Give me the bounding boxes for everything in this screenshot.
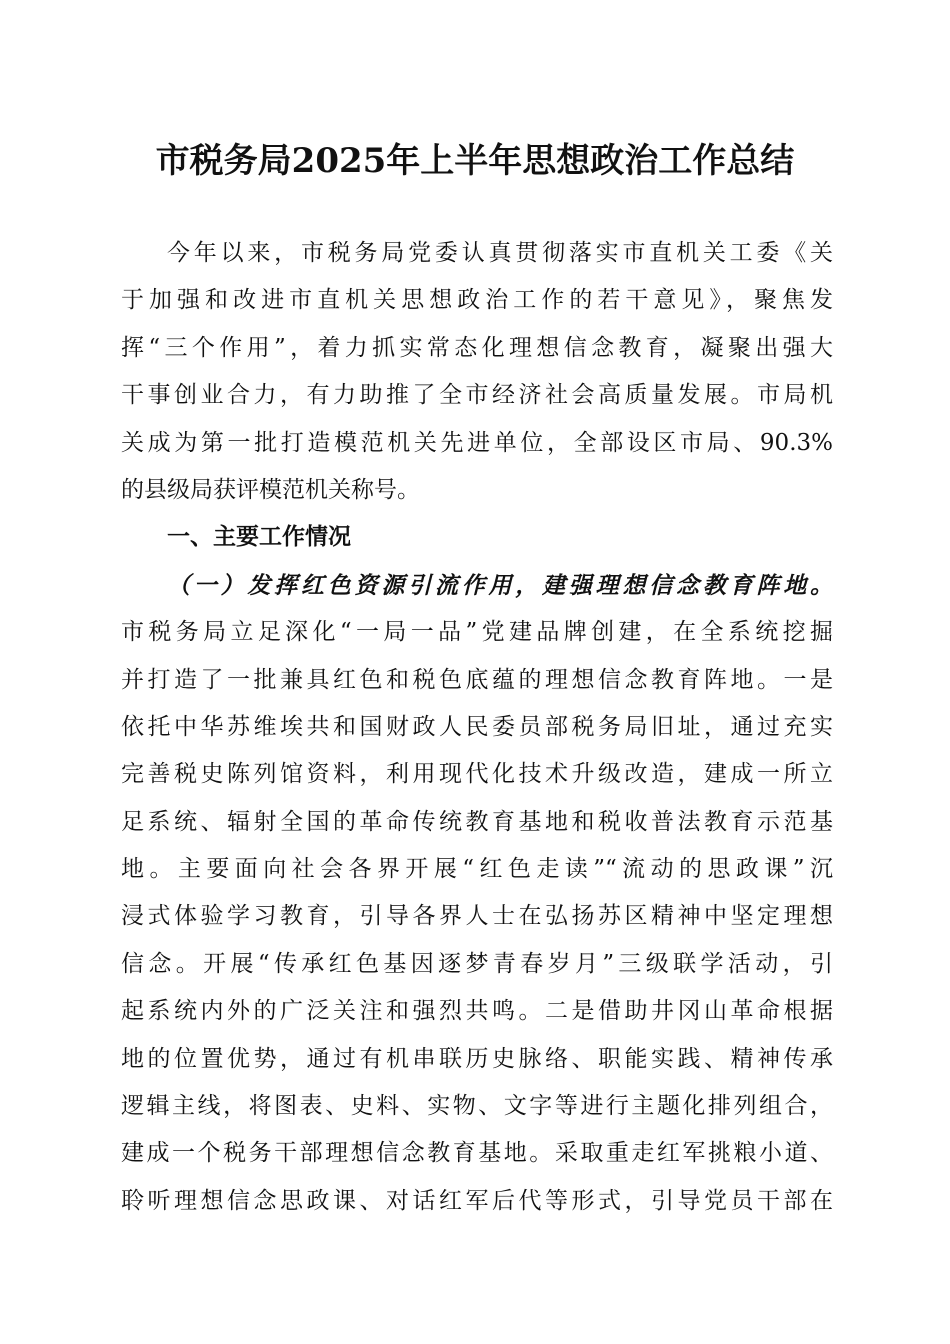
paragraph-line: 并打造了一批兼具红色和税色底蕴的理想信念教育阵地。一是 xyxy=(121,666,833,693)
paragraph-line: 干事创业合力，有力助推了全市经济社会高质量发展。市局机 xyxy=(121,382,833,409)
paragraph-line: 地。主要面向社会各界开展“红色走读”“流动的思政课”沉 xyxy=(121,856,833,883)
paragraph-line: 的县级局获评模范机关称号。 xyxy=(121,476,420,503)
paragraph-line: 完善税史陈列馆资料，利用现代化技术升级改造，建成一所立 xyxy=(121,761,833,788)
paragraph-line: 挥“三个作用”，着力抓实常态化理想信念教育，凝聚出强大 xyxy=(121,334,833,361)
document-body xyxy=(121,230,833,1225)
paragraph-line: 关成为第一批打造模范机关先进单位，全部设区市局、90.3% xyxy=(121,429,833,456)
paragraph-line: 建成一个税务干部理想信念教育基地。采取重走红军挑粮小道、 xyxy=(121,1140,833,1167)
paragraph-line: 今年以来，市税务局党委认真贯彻落实市直机关工委《关 xyxy=(167,240,833,266)
paragraph-line: 足系统、辐射全国的革命传统教育基地和税收普法教育示范基 xyxy=(121,808,833,835)
document-title: 市税务局2025年上半年思想政治工作总结 xyxy=(155,141,795,181)
paragraph-line: 地的位置优势，通过有机串联历史脉络、职能实践、精神传承 xyxy=(121,1045,833,1072)
subsection-heading-line xyxy=(121,562,833,609)
paragraph-line: 浸式体验学习教育，引导各界人士在弘扬苏区精神中坚定理想 xyxy=(121,903,833,930)
paragraph-line: 市税务局立足深化“一局一品”党建品牌创建，在全系统挖掘 xyxy=(121,619,833,646)
paragraph-line: 逻辑主线，将图表、史料、实物、文字等进行主题化排列组合， xyxy=(121,1093,833,1120)
paragraph-line: 依托中华苏维埃共和国财政人民委员部税务局旧址，通过充实 xyxy=(121,713,833,740)
paragraph-line: 信念。开展“传承红色基因逐梦青春岁月”三级联学活动，引 xyxy=(121,950,833,977)
paragraph-line: 起系统内外的广泛关注和强烈共鸣。二是借助井冈山革命根据 xyxy=(121,998,833,1025)
subsection-heading: （一）发挥红色资源引流作用，建强理想信念教育阵地。 xyxy=(167,571,833,599)
paragraph-line: 于加强和改进市直机关思想政治工作的若干意见》，聚焦发 xyxy=(121,287,833,314)
paragraph-line: 聆听理想信念思政课、对话红军后代等形式，引导党员干部在 xyxy=(121,1187,833,1214)
section-heading: 一、主要工作情况 xyxy=(167,524,351,551)
